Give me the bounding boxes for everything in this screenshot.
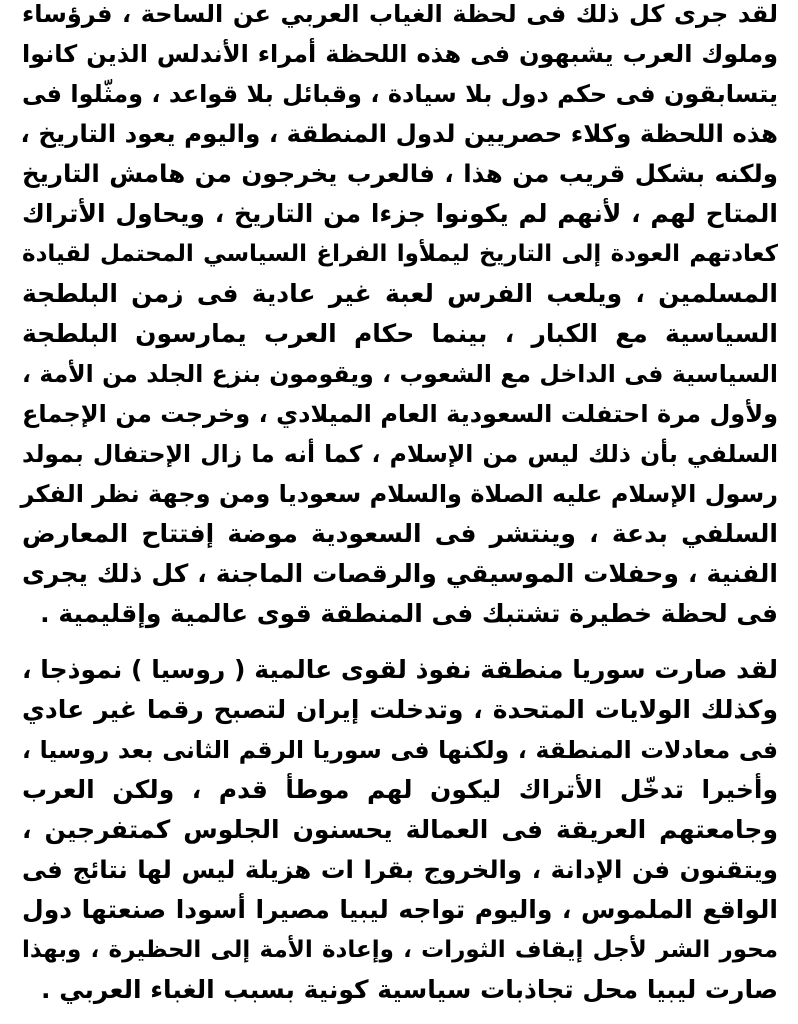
text-line: لقد صارت سوريا منطقة نفوذ لقوى عالمية ( روسيا ) نموذجا ، (22, 655, 778, 684)
text-line: صارت ليبيا محل تجاذبات سياسية كونية بسبب الغباء العربي . (41, 975, 778, 1004)
text-line: ولكنه بشكل قريب من هذا ، فالعرب يخرجون من هامش التاريخ (22, 159, 778, 188)
text-line: وجامعتهم العريقة فى العمالة يحسنون الجلوس كمتفرجين ، (22, 815, 778, 844)
text-line: محور الشر لأجل إيقاف الثورات ، وإعادة الأمة إلى الحظيرة ، وبهذا (22, 937, 778, 963)
text-line: المتاح لهم ، لأنهم لم يكونوا جزءا من التاريخ ، ويحاول الأتراك (22, 199, 778, 228)
text-line: وكذلك الولايات المتحدة ، وتدخلت إيران لتصبح رقما غير عادي (22, 695, 778, 724)
text-line: لقد جرى كل ذلك فى لحظة الغياب العربي عن الساحة ، فرؤساء (22, 0, 778, 28)
text-line: الواقع الملموس ، واليوم تواجه ليبيا مصيرا أسودا صنعتها دول (22, 895, 778, 924)
text-line: وأخيرا تدخّل الأتراك ليكون لهم موطأ قدم ، ولكن العرب (22, 775, 778, 804)
text-line: السياسية فى الداخل مع الشعوب ، ويقومون بنزع الجلد من الأمة ، (22, 360, 778, 388)
text-line: وملوك العرب يشبهون فى هذه اللحظة أمراء الأندلس الذين كانوا (22, 40, 778, 68)
paragraph-1 (22, 0, 778, 634)
text-line: ويتقنون فن الإدانة ، والخروج بقرا ات هزيلة ليس لها نتائج فى (22, 855, 778, 884)
text-line: السلفي بدعة ، وينتشر فى السعودية موضة إفتتاح المعارض (22, 519, 778, 548)
text-line: فى لحظة خطيرة تشتبك فى المنطقة قوى عالمية وإقليمية . (40, 599, 778, 628)
text-line: السلفي بأن ذلك ليس من الإسلام ، كما أنه ما زال الإحتفال بمولد (22, 440, 778, 468)
text-line: هذه اللحظة وكلاء حصريين لدول المنطقة ، واليوم يعود التاريخ ، (20, 119, 778, 148)
text-line: الفنية ، وحفلات الموسيقي والرقصات الماجنة ، كل ذلك يجرى (22, 559, 778, 588)
text-line: كعادتهم العودة إلى التاريخ ليملأوا الفراغ السياسي المحتمل لقيادة (22, 241, 778, 267)
text-line: يتسابقون فى حكم دول بلا سيادة ، وقبائل بلا قواعد ، ومثّلوا فى (22, 80, 778, 108)
text-line: ولأول مرة احتفلت السعودية العام الميلادي ، وخرجت من الإجماع (22, 400, 778, 428)
text-line: السياسية مع الكبار ، بينما حكام العرب يمارسون البلطجة (22, 319, 778, 348)
text-line: فى معادلات المنطقة ، ولكنها فى سوريا الرقم الثانى بعد روسيا ، (22, 736, 778, 764)
text-line: المسلمين ، ويلعب الفرس لعبة غير عادية فى زمن البلطجة (22, 279, 778, 308)
text-line: رسول الإسلام عليه الصلاة والسلام سعوديا ومن وجهة نظر الفكر (20, 480, 778, 508)
paragraph-2 (22, 650, 778, 1010)
